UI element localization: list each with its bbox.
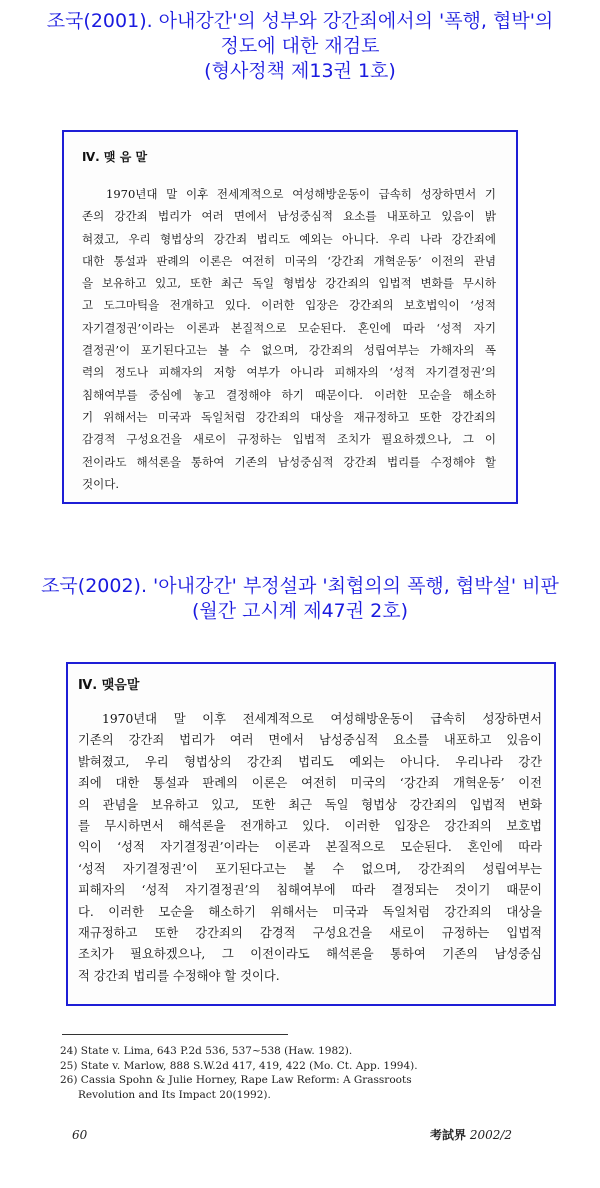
text-line: 침해여부를 중심에 놓고 결정해야 하기 때문이다. 이러한 모순을 해소하 (82, 387, 496, 402)
text-line: 감경적 구성요건을 새로이 규정하는 입법적 조치가 필요하겠으나, 그 이 (82, 432, 496, 447)
text-line: 결정권’이 포기된다고는 볼 수 없으며, 강간죄의 성립여부는 가해자의 폭 (82, 343, 496, 358)
text-line: 의 관념을 보유하고 있고, 또한 최근 독일 형법상 강간죄의 입법적 변화 (78, 797, 542, 812)
text-line: 기존의 강간죄 법리가 여러 면에서 남성중심적 요소를 내포하고 있음이 (78, 733, 542, 748)
text-line: 재규정하고 또한 강간죄의 감경적 구성요건을 새로이 규정하는 입법적 (78, 926, 542, 941)
text-line: 죄에 대한 통설과 판례의 이론은 여전히 미국의 ‘강간죄 개혁운동’ 이전 (78, 776, 542, 791)
footnote-24: 24) State v. Lima, 643 P.2d 536, 537~538 (Haw. 1982). (60, 1045, 353, 1057)
section-title: Ⅳ. 맺 음 말 (82, 150, 148, 164)
caption-line: (형사정책 제13권 1호) (204, 60, 396, 82)
caption-line: 정도에 대한 재검토 (220, 35, 380, 57)
caption-2002-citation (0, 574, 600, 624)
text-line: 자기결정권’이라는 이론과 본질적으로 모순된다. 혼인에 따라 ‘성적 자기 (82, 320, 496, 335)
text-line: 기 위해서는 미국과 독일처럼 강간죄의 대상을 재규정하고 또한 강간죄의 (82, 409, 496, 424)
text-line: 익이 ‘성적 자기결정권’이라는 이론과 본질적으로 모순된다. 혼인에 따라 (78, 840, 542, 855)
text-line: 피해자의 ‘성적 자기결정권’의 침해여부에 따라 결정되는 것이기 때문이 (78, 883, 542, 898)
text-line: 전이라도 해석론을 통하여 기존의 남성중심적 강간죄 법리를 수정해야 할 (82, 454, 496, 469)
text-line: 혀졌고, 우리 형법상의 강간죄 법리도 예외는 아니다. 우리 나라 강간죄에 (82, 231, 496, 246)
section-title: Ⅳ. 맺음말 (78, 678, 140, 693)
text-line: 력의 정도나 피해자의 저항 여부가 아니라 피해자의 ‘성적 자기결정권’의 (82, 365, 496, 380)
excerpt-paragraph (82, 183, 496, 495)
journal-name: 考試界 (430, 1128, 467, 1142)
footnote-divider (62, 1034, 288, 1035)
text-line: 존의 강간죄 법리가 여러 면에서 남성중심적 요소를 내포하고 있음이 밝 (82, 209, 496, 224)
page-number: 60 (72, 1128, 88, 1142)
excerpt-paragraph (78, 709, 542, 987)
text-line: 을 보유하고 있고, 또한 최근 독일 형법상 강간죄의 입법적 변화를 무시하 (82, 276, 496, 291)
text-line: 고 도그마틱을 전개하고 있다. 이러한 입장은 강간죄의 보호법익이 ‘성적 (82, 298, 496, 313)
excerpt-2001-scan (62, 130, 518, 504)
footnotes (60, 1044, 418, 1102)
caption-line: 조국(2001). 아내강간'의 성부와 강간죄에서의 '폭행, 협박'의 (46, 10, 554, 32)
journal-footer (430, 1126, 512, 1143)
text-line: ‘성적 자기결정권’이 포기된다고는 볼 수 없으며, 강간죄의 성립여부는 (78, 861, 542, 876)
caption-line: 조국(2002). '아내강간' 부정설과 '최협의의 폭행, 협박설' 비판 (41, 575, 559, 597)
text-line: 1970년대 말 이후 전세계적으로 여성해방운동이 급속히 성장하면서 기 (106, 187, 496, 201)
footnote-26: 26) Cassia Spohn & Julie Horney, Rape Law Reform: A Grassroots (60, 1074, 412, 1087)
excerpt-2002-scan (66, 662, 556, 1006)
caption-2001-citation (0, 9, 600, 84)
text-line: 대한 통설과 판례의 이론은 여전히 미국의 ‘강간죄 개혁운동’ 이전의 관념 (82, 253, 496, 268)
text-line: 것이다. (82, 476, 119, 491)
text-line: 조치가 필요하겠으나, 그 이전이라도 해석론을 통하여 기존의 남성중심 (78, 947, 542, 962)
text-line: 를 무시하면서 해석론을 전개하고 있다. 이러한 입장은 강간죄의 보호법 (78, 819, 542, 834)
text-line: 1970년대 말 이후 전세계적으로 여성해방운동이 급속히 성장하면서 (102, 712, 542, 726)
text-line: 적 강간죄 법리를 수정해야 할 것이다. (78, 968, 280, 983)
caption-line: (월간 고시계 제47권 2호) (191, 600, 409, 622)
footnote-25: 25) State v. Marlow, 888 S.W.2d 417, 419, 422 (Mo. Ct. App. 1994). (60, 1059, 418, 1072)
journal-issue: 2002/2 (469, 1128, 513, 1142)
text-line: 다. 이러한 모순을 해소하기 위해서는 미국과 독일처럼 강간죄의 대상을 (78, 904, 542, 919)
text-line: 밝혀졌고, 우리 형법상의 강간죄 법리도 예외는 아니다. 우리나라 강간 (78, 754, 542, 769)
footnote-26-continued: Revolution and Its Impact 20(1992). (78, 1088, 271, 1101)
